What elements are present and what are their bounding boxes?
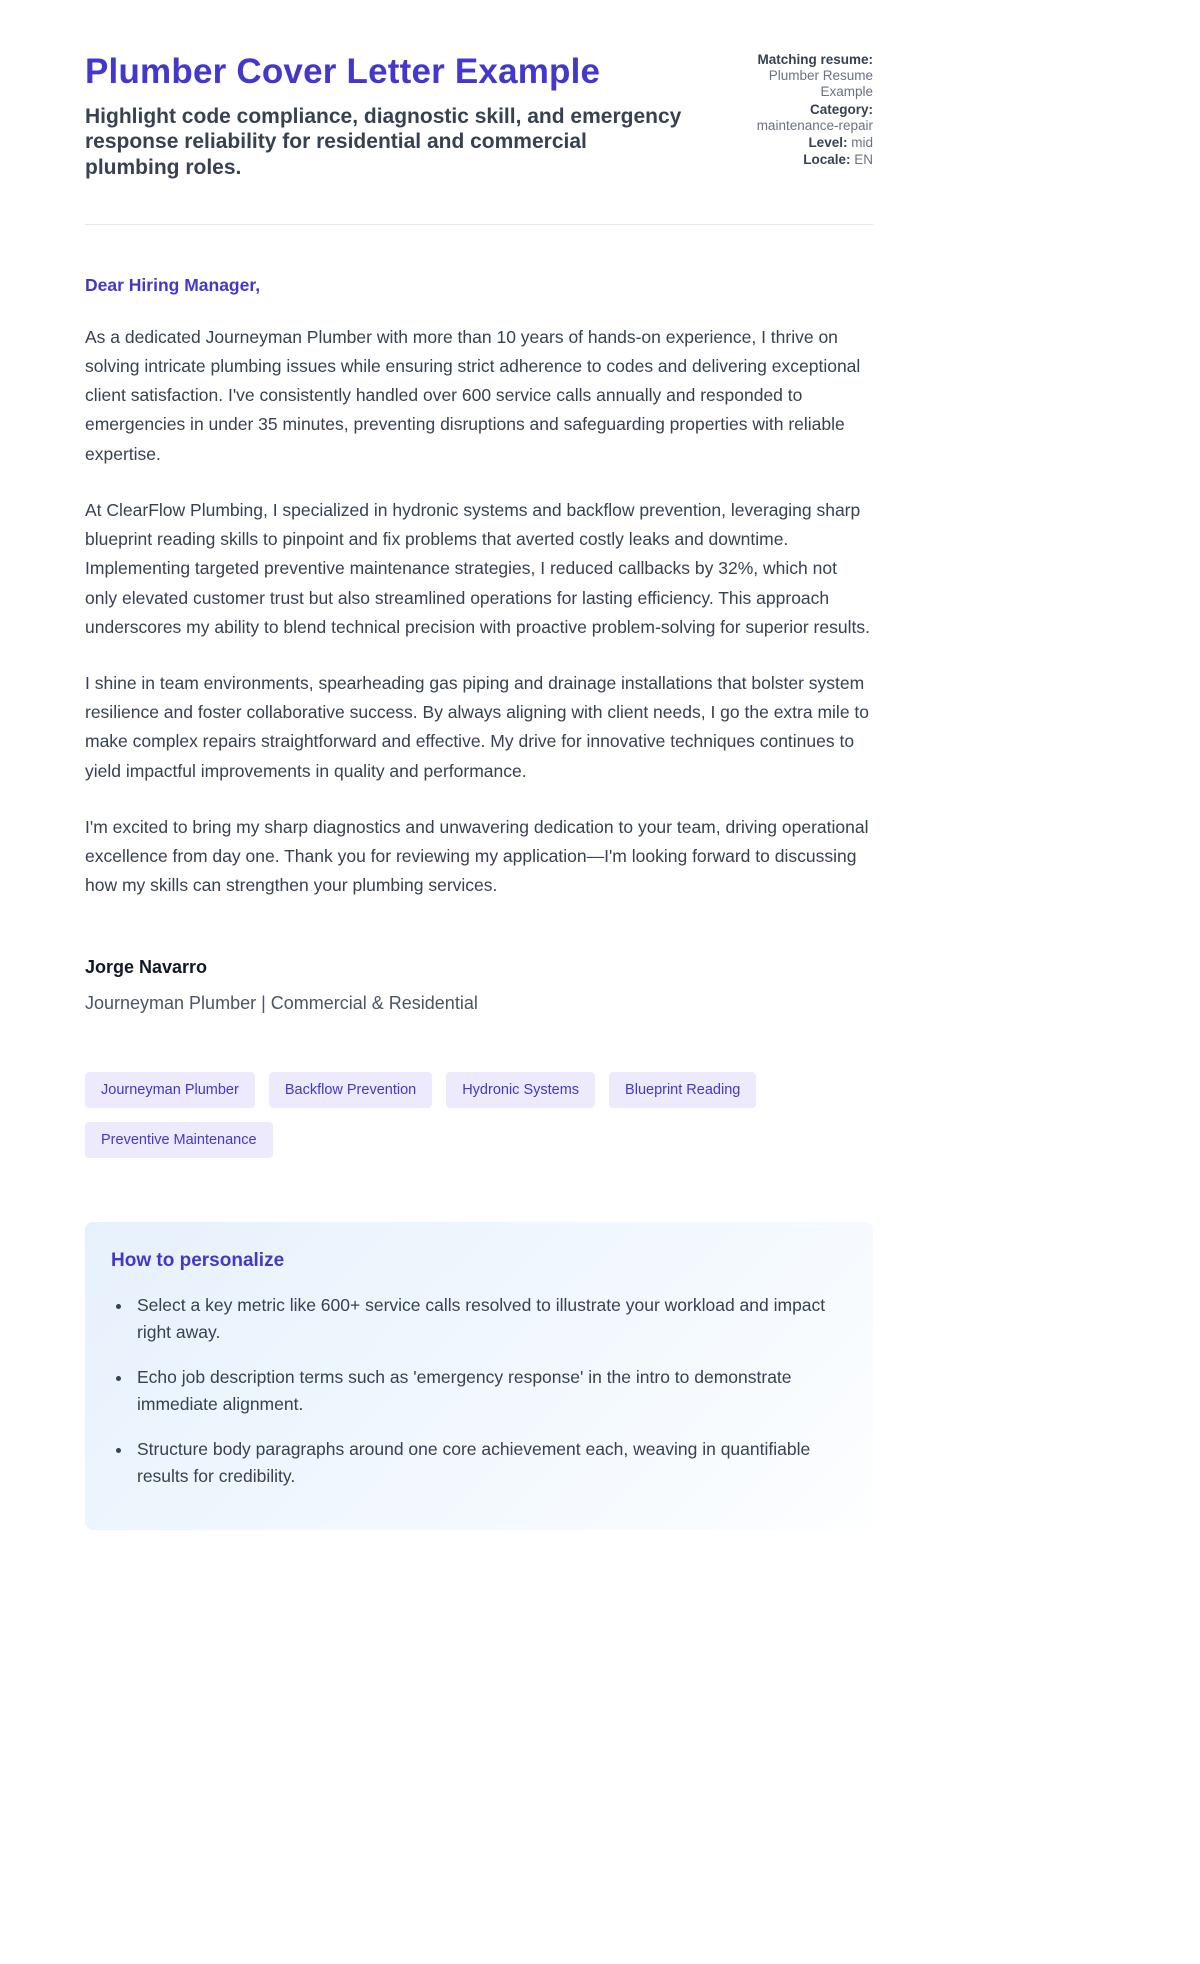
- tips-heading: How to personalize: [111, 1249, 285, 1271]
- meta-category: [735, 102, 873, 134]
- tips-item-1: • Select a key metric like 600+ service calls resolved to illustrate your workload and impact right away.: [133, 1292, 843, 1346]
- cover-letter-body: [85, 275, 873, 1014]
- letter-paragraph-4: I'm excited to bring my sharp diagnostics and unwavering dedication to your team, driving operational excellence from day one. Thank you for reviewing my application—I'm looking forward to discussing how my skills can strengthen your plumbing services.: [85, 816, 869, 896]
- meta-label-level: Level:: [808, 134, 848, 150]
- tag-backflow-prevention[interactable]: Backflow Prevention: [269, 1072, 432, 1108]
- letter-paragraph-3: I shine in team environments, spearheading gas piping and drainage installations that bolster system resilience and foster collaborative success. By always aligning with client needs, I go the extra mile to make complex repairs straightforward and effective. My drive for innovative techniques continues to yield impactful improvements in quality and performance.: [85, 673, 870, 781]
- tips-list: [111, 1292, 843, 1491]
- signature-title: Journeyman Plumber | Commercial & Residential: [85, 992, 478, 1013]
- meta-value-locale: EN: [854, 152, 873, 168]
- meta-value-category: maintenance-repair: [756, 117, 873, 133]
- meta-label-locale: Locale:: [803, 152, 851, 168]
- meta-value-level: mid: [851, 134, 873, 150]
- content-container: [85, 0, 873, 1530]
- meta-label-matching-resume: Matching resume:: [757, 52, 873, 67]
- letter-paragraph-1: As a dedicated Journeyman Plumber with more than 10 years of hands-on experience, I thrive on solving intricate plumbing issues while ensuring strict adherence to codes and delivering exceptional client satisfaction. I've consistently handled over 600 service calls annually and responded to emergencies in under 35 minutes, preventing disruptions and safeguarding properties with reliable expertise.: [85, 326, 861, 464]
- meta-level: [735, 135, 873, 151]
- page-title: Plumber Cover Letter Example: [85, 52, 601, 91]
- tag-hydronic-systems[interactable]: Hydronic Systems: [446, 1072, 595, 1108]
- page-subtitle: Highlight code compliance, diagnostic skill, and emergency response reliability for residential and commercial plumbing roles.: [85, 105, 682, 179]
- meta-value-matching-resume: Plumber Resume Example: [768, 68, 873, 100]
- letter-paragraph-2: At ClearFlow Plumbing, I specialized in hydronic systems and backflow prevention, leveraging sharp blueprint reading skills to pinpoint and fix problems that averted costly leaks and downtime. Implementing targeted preventive maintenance strategies, I reduced callbacks by 32%, which not only elevated customer trust but also streamlined operations for lasting efficiency. This approach underscores my ability to blend technical precision with proactive problem-solving for superior results.: [85, 499, 870, 637]
- meta-locale: [735, 152, 873, 168]
- header-text: [85, 52, 705, 180]
- signature-name: Jorge Navarro: [85, 956, 208, 977]
- header: [85, 52, 873, 180]
- tag-blueprint-reading[interactable]: Blueprint Reading: [609, 1072, 756, 1108]
- meta-matching-resume: [735, 52, 873, 101]
- meta-label-category: Category:: [809, 101, 873, 117]
- tips-item-2: • Echo job description terms such as 'emergency response' in the intro to demonstrate immediate alignment.: [133, 1364, 843, 1418]
- tag-journeyman-plumber[interactable]: Journeyman Plumber: [85, 1072, 255, 1108]
- tips-box: [85, 1222, 873, 1531]
- tips-item-3: • Structure body paragraphs around one core achievement each, weaving in quantifiable results for credibility.: [133, 1436, 843, 1490]
- tag-preventive-maintenance[interactable]: Preventive Maintenance: [85, 1122, 273, 1158]
- salutation: Dear Hiring Manager,: [85, 274, 261, 295]
- header-divider: [85, 224, 873, 225]
- tag-list: [85, 1072, 873, 1158]
- meta-panel: [735, 52, 873, 169]
